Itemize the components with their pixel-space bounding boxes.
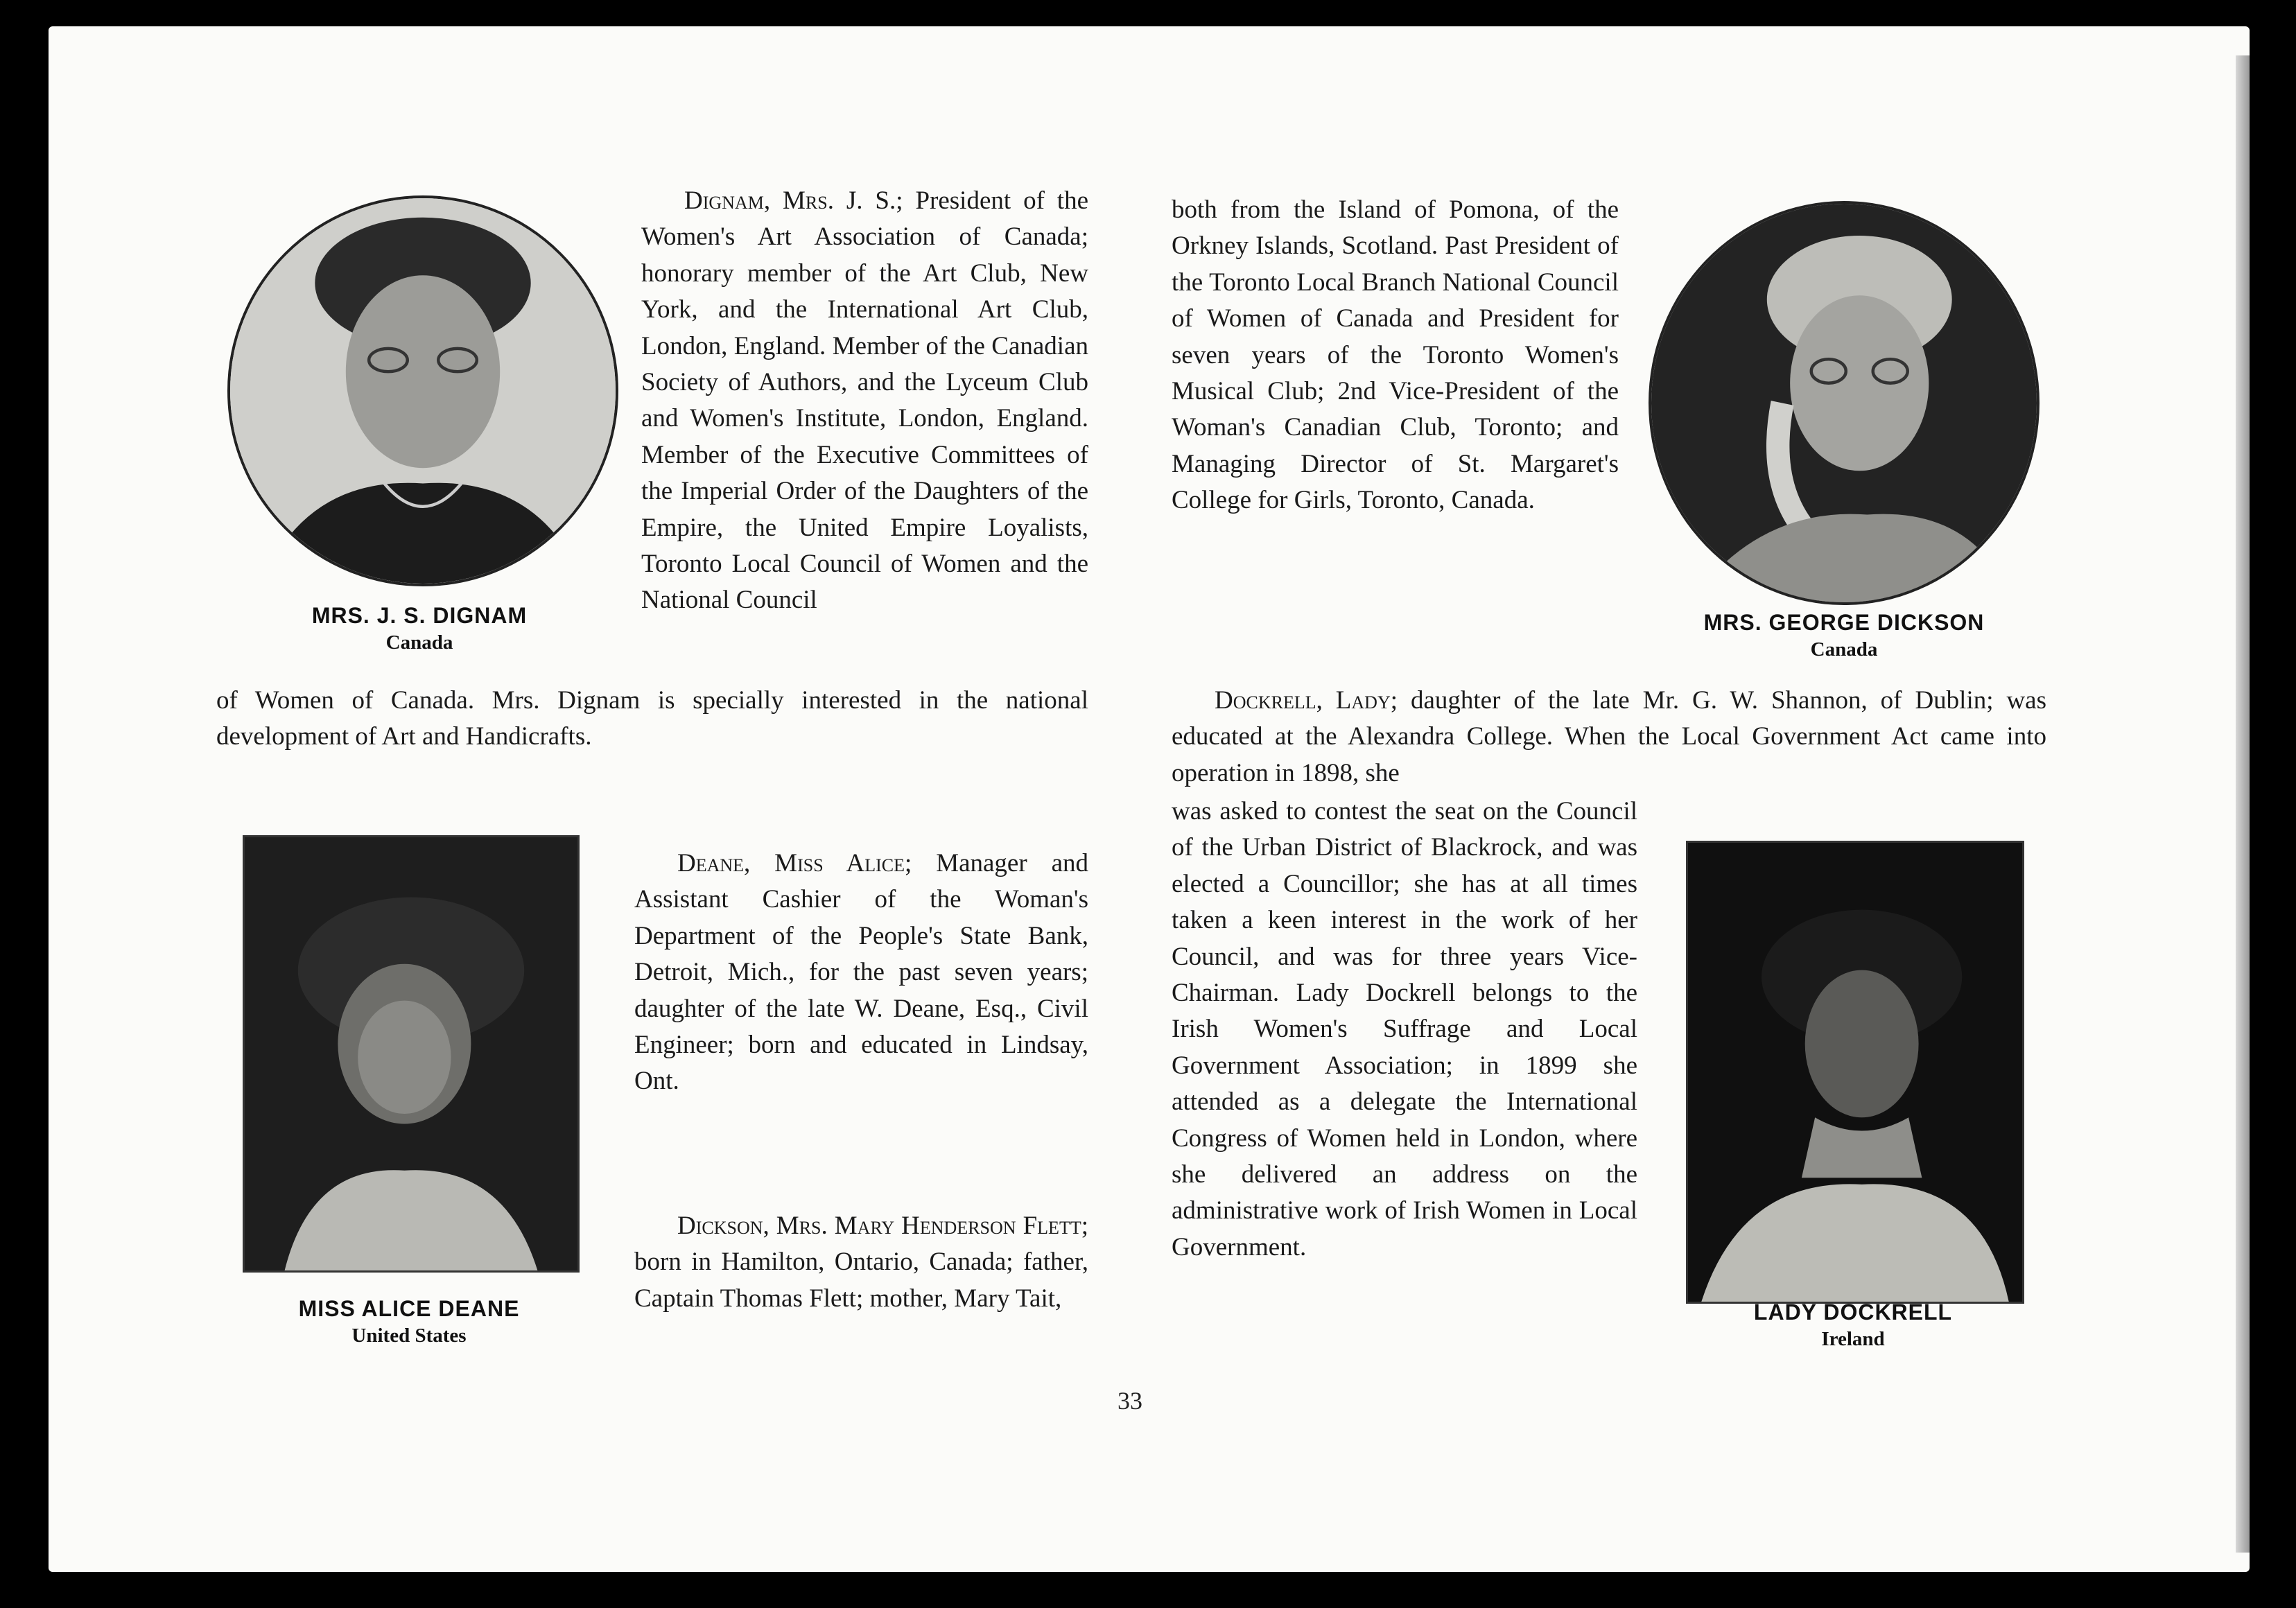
deane-text: Manager and Assistant Cashier of the Woman's Department of the People's State Bank, Detroit, Mich., for the past seven years; daughter of the late W. Deane, Esq., Civil Engineer; born and educated in Lindsay, Ont. <box>634 849 1088 1096</box>
deane-caption <box>243 1296 575 1347</box>
dignam-bio-bottom <box>216 683 1088 755</box>
dockrell-bio-body <box>1172 794 1637 1266</box>
dockrell-bio-top <box>1172 683 2046 792</box>
dickson-text-right: both from the Island of Pomona, of the Orkney Islands, Scotland. Past President of the Toronto Local Branch National Council of Women of Canada and President for seven years of the Toronto Women's Musical Club; 2nd Vice-President of the Woman's Canadian Club, Toronto; and Managing Director of St. Margaret's College for Girls, Toronto, Canada. <box>1172 195 1619 515</box>
deane-lead: Deane, Miss Alice; <box>677 849 912 877</box>
dickson-caption-name: MRS. GEORGE DICKSON <box>1703 610 1985 635</box>
dignam-bio-top <box>641 183 1088 619</box>
dignam-caption <box>256 603 582 654</box>
dickson-lead: Dickson, Mrs. Mary Henderson Flett; <box>677 1212 1088 1240</box>
dockrell-caption-name: LADY DOCKRELL <box>1753 1300 1953 1325</box>
page-number: 33 <box>1117 1387 1142 1415</box>
dickson-bio-left <box>634 1208 1088 1317</box>
dockrell-text-body: was asked to contest the seat on the Council of the Urban District of Blackrock, and was elected a Councillor; she has at all times taken a keen interest in the work of her Council, and was for three years Vice-Chairman. Lady Dockrell belongs to the Irish Women's Suffrage and Local Government Association; in 1899 she attended as a delegate the International Congress of Women held in London, where she delivered an address on the administrative work of Irish Women in Local Government. <box>1172 797 1637 1261</box>
dockrell-portrait <box>1686 841 2024 1304</box>
dignam-text-bottom: of Women of Canada. Mrs. Dignam is specially interested in the national development of Art and Handicrafts. <box>216 686 1088 751</box>
dignam-portrait <box>227 195 618 586</box>
dockrell-text-top: daughter of the late Mr. G. W. Shannon, of Dublin; was educated at the Alexandra College. When the Local Government Act came into operation in 1898, she <box>1172 686 2047 787</box>
dickson-portrait <box>1649 201 2040 605</box>
dignam-caption-country: Canada <box>385 631 453 654</box>
dignam-lead: Dignam, Mrs. J. S.; <box>684 186 903 215</box>
dickson-caption <box>1664 610 2024 661</box>
dignam-text-top: President of the Women's Art Association of Canada; honorary member of the Art Club, New York, and the International Art Club, London, England. Member of the Canadian Society of Authors, and the Lyceum Club and Women's Institute, London, England. Member of the Executive Committees of the Imperial Order of the Daughters of the Empire, the United Empire Loyalists, Toronto Local Council of Women and the National Council <box>641 186 1089 615</box>
deane-bio <box>634 846 1088 1100</box>
dockrell-caption-country: Ireland <box>1821 1328 1885 1350</box>
deane-caption-name: MISS ALICE DEANE <box>298 1296 520 1321</box>
dickson-text-left: born in Hamilton, Ontario, Canada; father, Captain Thomas Flett; mother, Mary Tait, <box>634 1248 1088 1313</box>
dickson-bio-right <box>1172 192 1619 519</box>
dockrell-caption <box>1686 1300 2020 1351</box>
deane-portrait <box>243 835 580 1273</box>
dignam-caption-name: MRS. J. S. DIGNAM <box>311 603 528 628</box>
dickson-caption-country: Canada <box>1810 638 1878 661</box>
deane-caption-country: United States <box>351 1325 467 1347</box>
page-edge <box>2236 55 2250 1553</box>
dockrell-lead: Dockrell, Lady; <box>1215 686 1398 715</box>
